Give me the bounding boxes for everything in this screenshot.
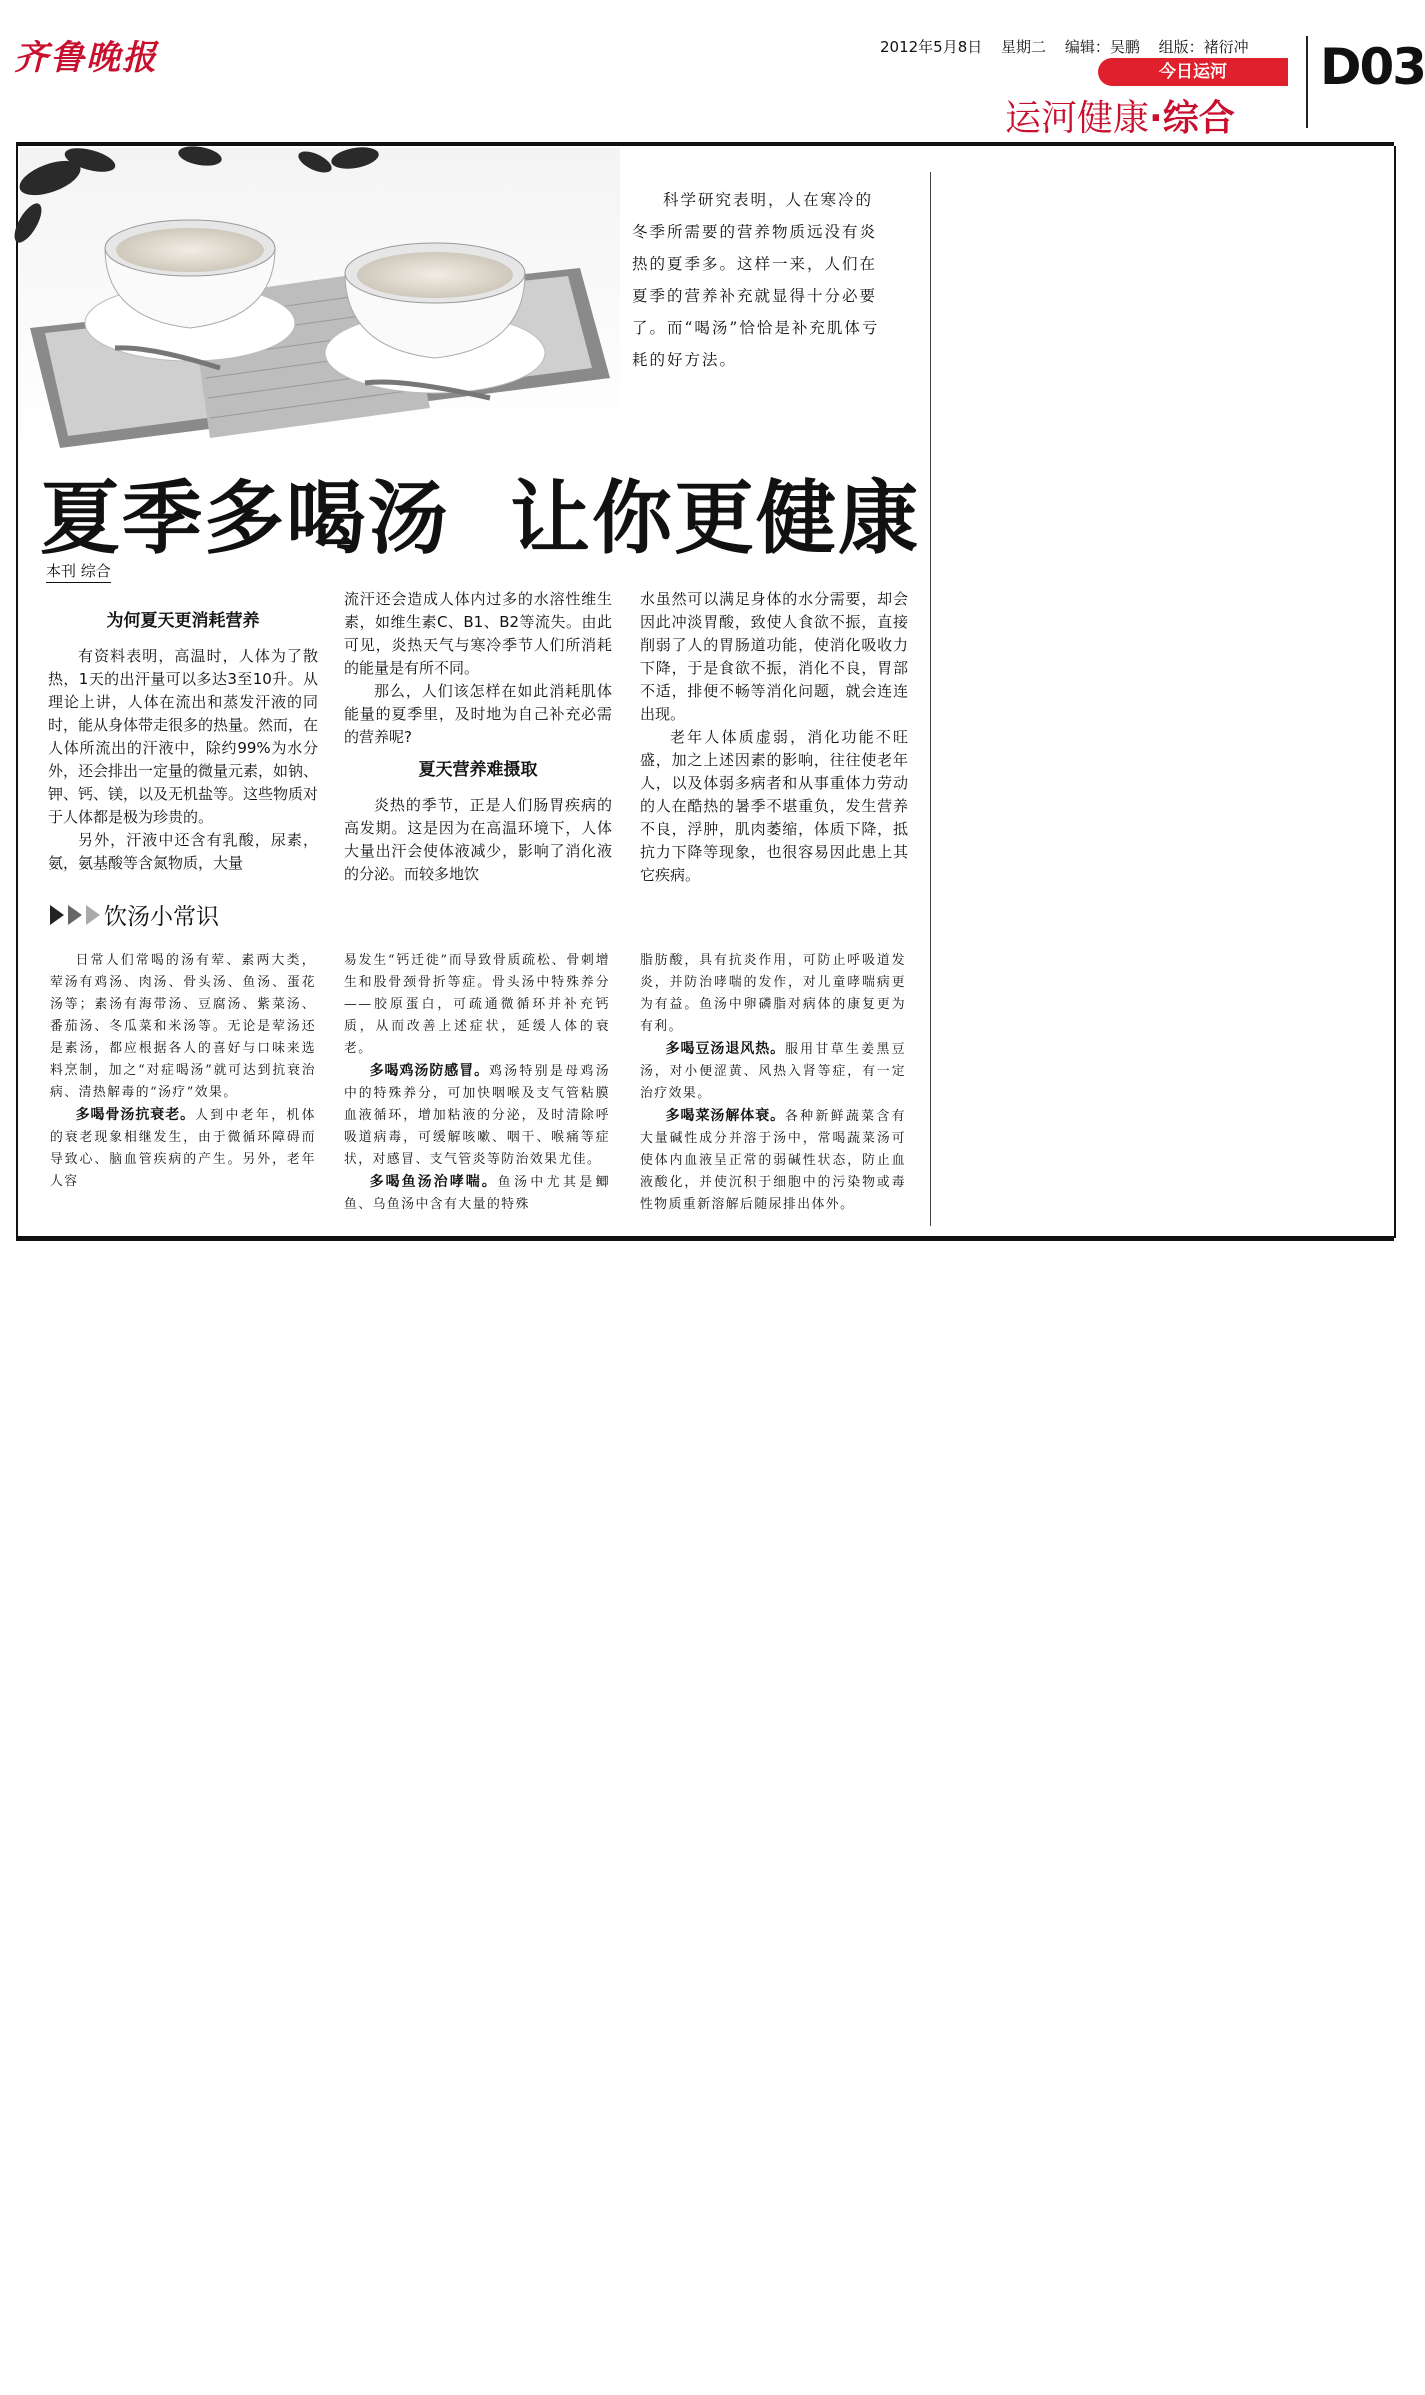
- knowledge-column-2: [344, 950, 610, 1216]
- layout-credit: 组版：褚衍冲: [1158, 38, 1249, 56]
- headline-part-1: 夏季多喝汤: [40, 472, 450, 565]
- section-tag: 今日运河: [1098, 58, 1288, 86]
- section-main: 综合: [1162, 98, 1235, 139]
- lead-paragraph: 科学研究表明，人在寒冷的冬季所需要的营养物质远没有炎热的夏季多。这样一来，人们在夏季的营养补充就显得十分必要了。而“喝汤”恰恰是补充肌体亏耗的好方法。: [632, 191, 880, 369]
- bottom-rule: [16, 1236, 1394, 1241]
- paragraph: [344, 1171, 610, 1216]
- tip-text: 鸡汤特别是母鸡汤中的特殊养分，可加快咽喉及支气管粘膜血液循环，增加粘液的分泌，及时清除呼吸道病毒，可缓解咳嗽、咽干、喉痛等症状，对感冒、支气管炎等防治效果尤佳。: [344, 1064, 611, 1167]
- editor-credit: 编辑：吴鹏: [1064, 38, 1140, 56]
- section-title: [1005, 90, 1235, 141]
- tip-heading: 多喝鸡汤防感冒。: [369, 1063, 490, 1079]
- section-prefix: 运河健康: [1005, 98, 1150, 139]
- triangle-icon: [86, 905, 100, 925]
- section-dot: ·: [1149, 98, 1163, 139]
- paragraph: [640, 1105, 906, 1216]
- newspaper-logo: 齐鲁晚报: [14, 38, 158, 78]
- paragraph: 有资料表明，高温时，人体为了散热，1天的出汗量可以多达3至10升。从理论上讲，人体在流出和蒸发汗液的同时，能从身体带走很多的热量。然而，在人体所流出的汗液中，除约99%为水分外，还会排出一定量的微量元素，如钠、钾、钙、镁，以及无机盐等。这些物质对于人体都是极为珍贵的。: [48, 647, 319, 826]
- tip-heading: 多喝鱼汤治哮喘。: [369, 1174, 498, 1190]
- tip-text: 服用甘草生姜黑豆汤，对小便涩黄、风热入肾等症，有一定治疗效果。: [640, 1042, 907, 1101]
- paragraph: 脂肪酸，具有抗炎作用，可防止呼吸道发炎，并防治哮喘的发作，对儿童哮喘病更为有益。鱼汤中卵磷脂对病体的康复更为有利。: [640, 953, 906, 1034]
- tip-heading: 多喝骨汤抗衰老。: [75, 1107, 196, 1123]
- paragraph: 老年人体质虚弱，消化功能不旺盛，加之上述因素的影响，往往使老年人，以及体弱多病者和从事重体力劳动的人在酷热的暑季不堪重负，发生营养不良，浮肿，肌肉萎缩，体质下降，抵抗力下降等现象，也很容易因此患上其它疾病。: [640, 728, 908, 884]
- header-divider: [1306, 36, 1308, 128]
- tip-text: 人到中老年，机体的衰老现象相继发生，由于微循环障碍而导致心、脑血管疾病的产生。另外，老年人容: [50, 1108, 317, 1189]
- knowledge-heading: [50, 898, 219, 931]
- knowledge-column-1: [50, 950, 316, 1193]
- issue-weekday: 星期二: [1001, 38, 1047, 56]
- paragraph: 那么，人们该怎样在如此消耗肌体能量的夏季里，及时地为自己补充必需的营养呢?: [344, 682, 612, 746]
- page-number: D03: [1320, 38, 1425, 96]
- byline: 本刊 综合: [46, 560, 111, 583]
- soup-photo: [20, 148, 620, 448]
- column-separator: [930, 172, 931, 1226]
- knowledge-title: 饮汤小常识: [104, 904, 219, 930]
- issue-meta: [880, 36, 1263, 57]
- headline: [40, 454, 920, 569]
- triangle-icon: [68, 905, 82, 925]
- paragraph: 水虽然可以满足身体的水分需要，却会因此冲淡胃酸，致使人食欲不振，直接削弱了人的胃肠道功能，使消化吸收力下降，于是食欲不振，消化不良，胃部不适，排便不畅等消化问题，就会连连出现。: [640, 590, 908, 723]
- paragraph: [344, 1060, 610, 1171]
- tip-text: 各种新鲜蔬菜含有大量碱性成分并溶于汤中，常喝蔬菜汤可使体内血液呈正常的弱碱性状态，防止血液酸化，并使沉积于细胞中的污染物或毒性物质重新溶解后随尿排出体外。: [640, 1109, 907, 1212]
- article-column-3: [640, 588, 908, 887]
- article-column-2: [344, 588, 612, 886]
- triangle-icon: [50, 905, 64, 925]
- paragraph: [640, 1038, 906, 1105]
- tip-heading: 多喝豆汤退风热。: [665, 1041, 786, 1057]
- paragraph: [50, 1104, 316, 1193]
- headline-part-2: 让你更健康: [510, 472, 920, 565]
- knowledge-column-3: [640, 950, 906, 1216]
- paragraph: 日常人们常喝的汤有荤、素两大类，荤汤有鸡汤、肉汤、骨头汤、鱼汤、蛋花汤等；素汤有海带汤、豆腐汤、紫菜汤、番茄汤、冬瓜菜和米汤等。无论是荤汤还是素汤，都应根据各人的喜好与口味来选料烹制，加之“对症喝汤”就可达到抗衰治病、清热解毒的“汤疗”效果。: [50, 953, 316, 1100]
- paragraph: 炎热的季节，正是人们肠胃疾病的高发期。这是因为在高温环境下，人体大量出汗会使体液减少，影响了消化液的分泌。而较多地饮: [344, 796, 612, 883]
- subheading-2: 夏天营养难摄取: [418, 760, 538, 780]
- tip-text: 鱼汤中尤其是鲫鱼、乌鱼汤中含有大量的特殊: [344, 1175, 610, 1212]
- subheading-1: 为何夏天更消耗营养: [106, 611, 260, 631]
- tip-heading: 多喝菜汤解体衰。: [665, 1108, 786, 1124]
- article-column-1: [48, 600, 318, 875]
- paragraph: 易发生“钙迁徙”而导致骨质疏松、骨刺增生和股骨颈骨折等症。骨头汤中特殊养分——胶原蛋白，可疏通微循环并补充钙质，从而改善上述症状，延缓人体的衰老。: [344, 953, 610, 1056]
- issue-date: 2012年5月8日: [880, 38, 983, 56]
- paragraph: 流汗还会造成人体内过多的水溶性维生素，如维生素C、B1、B2等流失。由此可见，炎热天气与寒冷季节人们所消耗的能量是有所不同。: [344, 590, 612, 677]
- paragraph: 另外，汗液中还含有乳酸，尿素，氨，氨基酸等含氮物质，大量: [48, 831, 318, 872]
